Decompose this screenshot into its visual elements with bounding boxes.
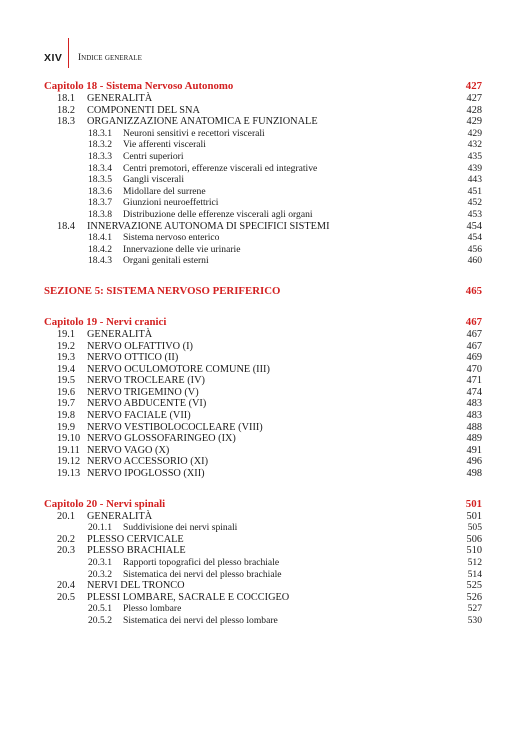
entry-title: Centri superiori: [123, 150, 184, 162]
toc-entry[interactable]: [44, 580, 482, 592]
entry-number: 20.3.2: [88, 568, 112, 580]
toc-entry[interactable]: [44, 197, 482, 209]
toc-entry[interactable]: [44, 387, 482, 399]
chapter-heading[interactable]: [44, 80, 482, 93]
toc-entry[interactable]: [44, 456, 482, 468]
entry-title: NERVO OCULOMOTORE COMUNE (III): [87, 363, 270, 375]
entry-title: NERVO TRIGEMINO (V): [87, 386, 199, 398]
toc-entry[interactable]: [44, 341, 482, 353]
entry-number: 18.3.1: [88, 127, 112, 139]
entry-page: 467: [466, 328, 482, 340]
entry-page: 501: [466, 510, 482, 522]
entry-page: 467: [466, 340, 482, 352]
entry-number: 18.4: [57, 220, 76, 232]
entry-title: GENERALITÀ: [87, 93, 153, 104]
entry-page: 471: [466, 375, 482, 387]
entry-title: Centri premotori, efferenze viscerali ed integrative: [123, 162, 318, 174]
table-of-contents: [44, 80, 482, 627]
entry-page: 489: [466, 433, 482, 445]
entry-page: 498: [466, 468, 482, 480]
entry-number: 20.4: [57, 580, 76, 592]
entry-number: 18.4.3: [88, 255, 112, 267]
entry-page: 439: [467, 162, 482, 174]
toc-entry[interactable]: [44, 244, 482, 256]
entry-number: 19.10: [57, 433, 81, 445]
entry-page: 456: [467, 243, 482, 255]
entry-title: NERVO ACCESSORIO (XI): [87, 456, 209, 468]
entry-title: NERVO OLFATTIVO (I): [87, 340, 193, 352]
entry-page: 454: [467, 232, 482, 244]
chapter-title: Capitolo 18 - Sistema Nervoso Autonomo: [44, 80, 234, 92]
toc-entry[interactable]: [44, 522, 482, 534]
toc-entry[interactable]: [44, 139, 482, 151]
toc-entry[interactable]: [44, 569, 482, 581]
header-divider: [68, 38, 69, 68]
entry-page: 454: [466, 220, 482, 232]
toc-entry[interactable]: [44, 93, 482, 105]
toc-entry[interactable]: [44, 433, 482, 445]
entry-page: 488: [466, 421, 482, 433]
entry-page: 491: [466, 444, 482, 456]
entry-page: 505: [467, 522, 482, 534]
entry-number: 18.3.5: [88, 174, 112, 186]
chapter-page: 501: [465, 497, 482, 510]
entry-title: NERVO IPOGLOSSO (XII): [87, 468, 205, 480]
chapter-page: 467: [465, 315, 482, 328]
entry-page: 451: [467, 185, 482, 197]
chapter-title: Capitolo 20 - Nervi spinali: [44, 497, 166, 510]
entry-page: 525: [466, 580, 482, 592]
entry-title: NERVO ABDUCENTE (VI): [87, 398, 207, 410]
entry-title: Distribuzione delle efferenze viscerali agli organi: [123, 208, 313, 220]
entry-title: Sistematica dei nervi del plesso lombare: [123, 614, 278, 626]
entry-number: 19.5: [57, 375, 76, 387]
entry-title: GENERALITÀ: [87, 510, 153, 522]
toc-entry[interactable]: [44, 255, 482, 267]
entry-number: 18.4.2: [88, 243, 112, 255]
entry-number: 19.3: [57, 352, 76, 364]
entry-page: 474: [466, 386, 482, 398]
entry-number: 19.6: [57, 386, 76, 398]
chapter-title: Capitolo 19 - Nervi cranici: [44, 315, 167, 328]
entry-number: 19.8: [57, 410, 76, 422]
entry-number: 18.3.2: [88, 139, 112, 151]
toc-entry[interactable]: [44, 209, 482, 221]
toc-entry[interactable]: [44, 329, 482, 341]
entry-title: NERVO FACIALE (VII): [87, 410, 191, 422]
entry-number: 19.7: [57, 398, 76, 410]
entry-page: 530: [467, 614, 482, 626]
toc-entry[interactable]: [44, 186, 482, 198]
chapter-page: 427: [465, 80, 482, 92]
entry-title: NERVO TROCLEARE (IV): [87, 375, 205, 387]
section-title: SEZIONE 5: SISTEMA NERVOSO PERIFERICO: [44, 284, 281, 297]
entry-number: 19.9: [57, 421, 76, 433]
chapter-entries: [44, 93, 482, 267]
entry-title: PLESSO BRACHIALE: [87, 545, 186, 557]
entry-number: 18.3.6: [88, 185, 112, 197]
toc-entry[interactable]: [44, 445, 482, 457]
entry-page: 483: [466, 398, 482, 410]
chapter-entries: [44, 511, 482, 627]
entry-page: 496: [466, 456, 482, 468]
entry-page: 506: [466, 533, 482, 545]
entry-title: Neuroni sensitivi e recettori viscerali: [123, 127, 265, 139]
entry-number: 18.3.7: [88, 197, 112, 209]
entry-number: 18.3.4: [88, 162, 112, 174]
toc-entry[interactable]: [44, 375, 482, 387]
toc-entry[interactable]: [44, 545, 482, 557]
toc-entry[interactable]: [44, 116, 482, 128]
entry-title: Vie afferenti viscerali: [123, 139, 206, 151]
entry-number: 18.3: [57, 116, 76, 128]
section-page: 465: [465, 284, 482, 297]
entry-page: 453: [467, 208, 482, 220]
entry-number: 18.3.3: [88, 150, 112, 162]
entry-title: Sistematica dei nervi del plesso brachiale: [123, 568, 282, 580]
entry-title: PLESSO CERVICALE: [87, 533, 184, 545]
toc-entry[interactable]: [44, 592, 482, 604]
entry-title: NERVO VAGO (X): [87, 444, 170, 456]
entry-page: 435: [467, 150, 482, 162]
toc-entry[interactable]: [44, 557, 482, 569]
entry-number: 18.3.8: [88, 208, 112, 220]
entry-title: NERVO OTTICO (II): [87, 352, 179, 364]
entry-page: 429: [467, 127, 482, 139]
entry-title: NERVO GLOSSOFARINGEO (IX): [87, 433, 236, 445]
entry-page: 527: [467, 603, 482, 615]
toc-entry[interactable]: [44, 128, 482, 140]
entry-number: 20.3: [57, 545, 76, 557]
entry-title: Plesso lombare: [123, 603, 182, 615]
entry-page: 526: [466, 591, 482, 603]
entry-page: 429: [466, 116, 482, 128]
running-title: Indice generale: [78, 53, 142, 63]
entry-title: NERVO VESTIBOLOCOCLEARE (VIII): [87, 421, 263, 433]
entry-title: Innervazione delle vie urinarie: [123, 243, 241, 255]
toc-entry[interactable]: [44, 163, 482, 175]
toc-entry[interactable]: [44, 511, 482, 523]
entry-title: Gangli viscerali: [123, 174, 185, 186]
toc-entry[interactable]: [44, 422, 482, 434]
entry-title: GENERALITÀ: [87, 328, 153, 340]
entry-page: 443: [467, 174, 482, 186]
entry-number: 19.13: [57, 468, 81, 480]
entry-number: 20.5.2: [88, 614, 112, 626]
page-number: XIV: [44, 52, 63, 64]
entry-page: 460: [467, 255, 482, 267]
section-heading[interactable]: [44, 285, 482, 298]
entry-number: 19.2: [57, 340, 76, 352]
entry-number: 20.5: [57, 591, 76, 603]
toc-entry[interactable]: [44, 352, 482, 364]
chapter-heading[interactable]: [44, 316, 482, 329]
toc-entry[interactable]: [44, 534, 482, 546]
entry-title: Organi genitali esterni: [123, 255, 209, 267]
entry-number: 18.1: [57, 93, 76, 104]
entry-page: 470: [466, 363, 482, 375]
entry-title: PLESSI LOMBARE, SACRALE E COCCIGEO: [87, 591, 290, 603]
entry-title: Rapporti topografici del plesso brachiale: [123, 557, 280, 568]
toc-entry[interactable]: [44, 174, 482, 186]
entry-number: 19.1: [57, 328, 76, 340]
toc-entry[interactable]: [44, 221, 482, 233]
toc-entry[interactable]: [44, 603, 482, 615]
entry-number: 20.1.1: [88, 522, 112, 534]
toc-entry[interactable]: [44, 410, 482, 422]
entry-title: Giunzioni neuroeffettrici: [123, 197, 219, 209]
entry-page: 514: [467, 568, 482, 580]
entry-number: 19.11: [57, 444, 80, 456]
toc-entry[interactable]: [44, 398, 482, 410]
chapter-heading[interactable]: [44, 498, 482, 511]
toc-entry[interactable]: [44, 364, 482, 376]
entry-title: Suddivisione dei nervi spinali: [123, 522, 238, 534]
entry-title: INNERVAZIONE AUTONOMA DI SPECIFICI SISTEMI: [87, 220, 330, 232]
entry-number: 20.5.1: [88, 603, 112, 615]
entry-title: Midollare del surrene: [123, 185, 206, 197]
entry-page: 512: [467, 557, 482, 568]
toc-entry[interactable]: [44, 232, 482, 244]
entry-page: 432: [467, 139, 482, 151]
entry-page: 483: [466, 410, 482, 422]
entry-page: 427: [466, 93, 482, 104]
entry-number: 20.3.1: [88, 557, 112, 568]
toc-entry[interactable]: [44, 615, 482, 627]
entry-page: 469: [466, 352, 482, 364]
entry-page: 428: [466, 104, 482, 116]
toc-entry[interactable]: [44, 151, 482, 163]
entry-page: 510: [466, 545, 482, 557]
entry-number: 19.4: [57, 363, 76, 375]
toc-entry[interactable]: [44, 105, 482, 117]
entry-title: COMPONENTI DEL SNA: [87, 104, 200, 116]
entry-number: 19.12: [57, 456, 81, 468]
entry-number: 18.4.1: [88, 232, 112, 244]
toc-entry[interactable]: [44, 468, 482, 480]
entry-title: ORGANIZZAZIONE ANATOMICA E FUNZIONALE: [87, 116, 318, 128]
entry-number: 18.2: [57, 104, 76, 116]
entry-title: Sistema nervoso enterico: [123, 232, 220, 244]
entry-title: NERVI DEL TRONCO: [87, 580, 185, 592]
entry-page: 452: [467, 197, 482, 209]
chapter-entries: [44, 329, 482, 480]
entry-number: 20.2: [57, 533, 76, 545]
entry-number: 20.1: [57, 510, 76, 522]
